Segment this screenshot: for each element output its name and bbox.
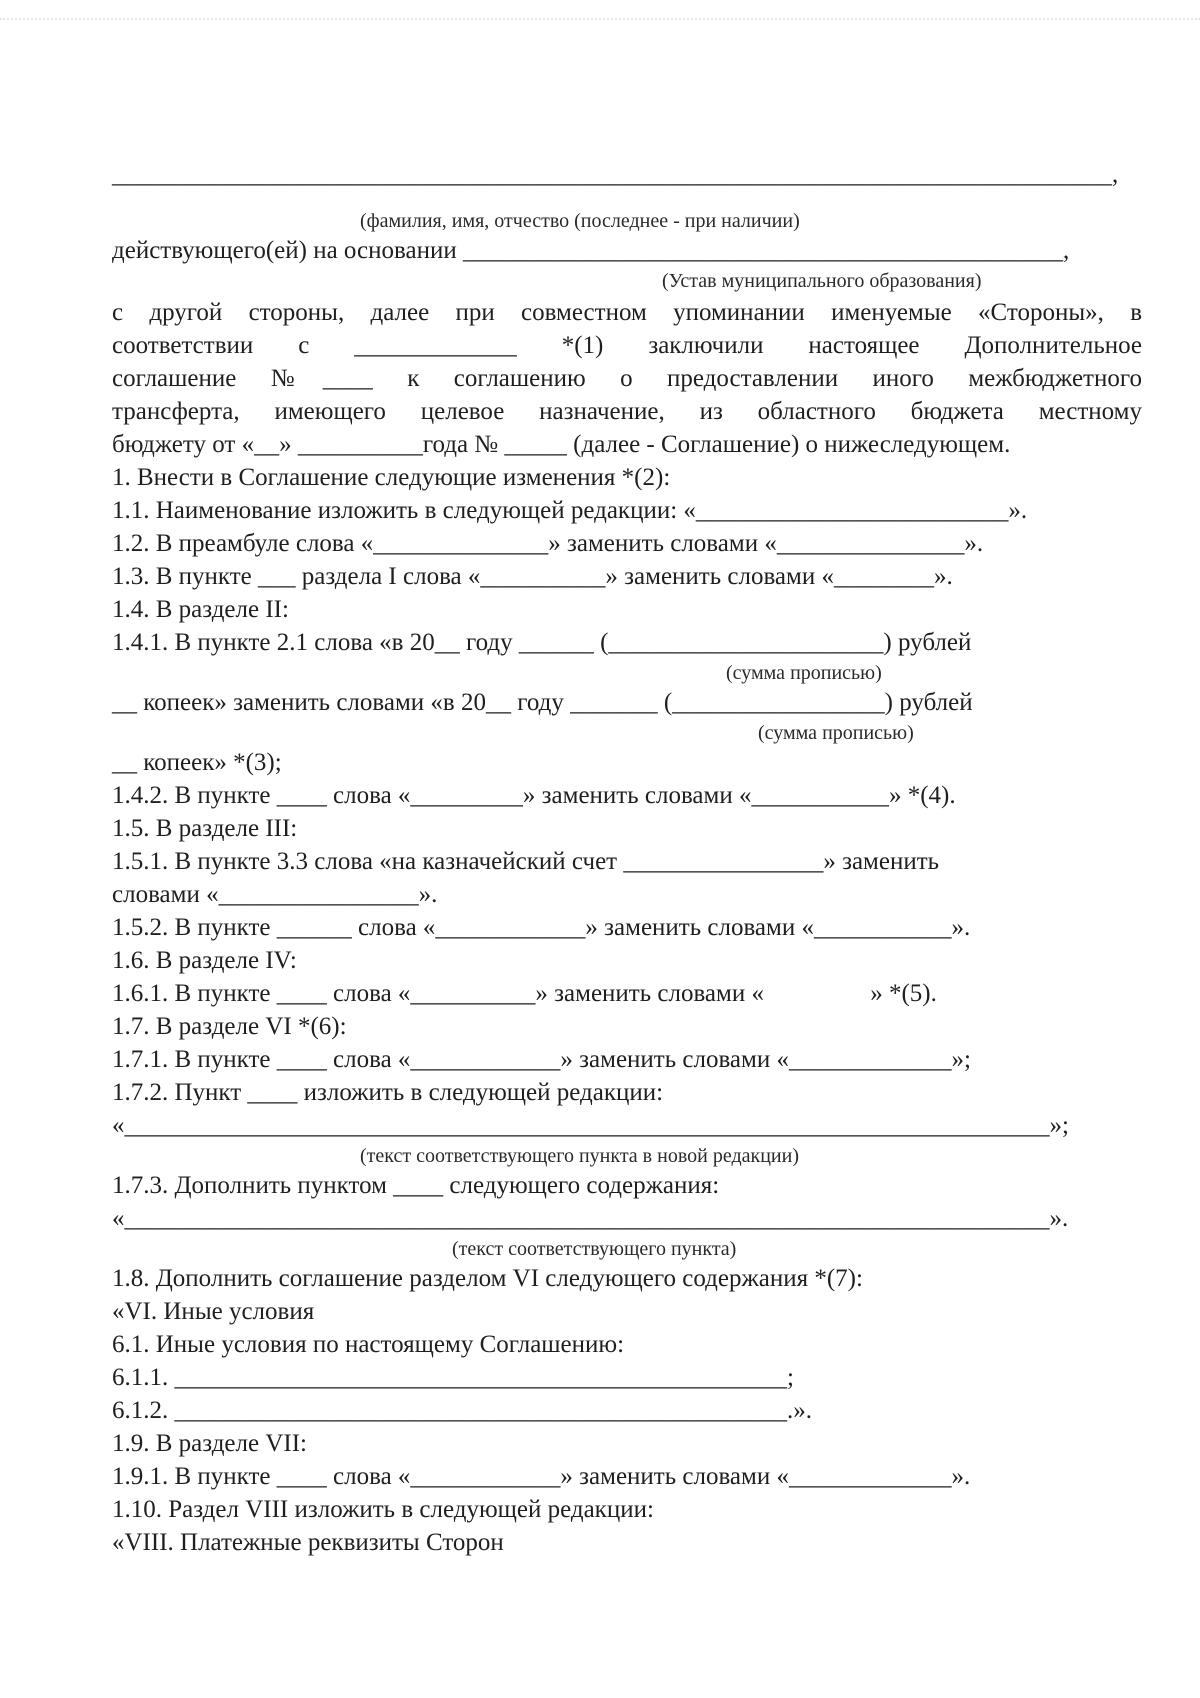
- basis-line: действующего(ей) на основании ________________________________________________,: [112, 237, 1070, 264]
- section-vi-heading: «VI. Иные условия: [112, 1298, 315, 1325]
- clause-1-5-1a: 1.5.1. В пункте 3.3 слова «на казначейский счет ________________» заменить: [112, 848, 940, 875]
- clause-6-1-1: 6.1.1. _________________________________________________;: [112, 1364, 794, 1391]
- clause-1-7-3: 1.7.3. Дополнить пунктом ____ следующего содержания:: [112, 1172, 720, 1199]
- clause-1: 1. Внести в Соглашение следующие изменения *(2):: [112, 464, 671, 491]
- clause-1-4: 1.4. В разделе II:: [112, 596, 289, 623]
- preamble-line-3: соглашение №____ к соглашению о предоставлении иного межбюджетного: [112, 365, 1142, 392]
- preamble-line-4: трансферта, имеющего целевое назначение, из областного бюджета местному: [112, 398, 1142, 425]
- clause-1-5-2: 1.5.2. В пункте ______ слова «____________» заменить словами «___________».: [112, 914, 971, 941]
- clause-1-9-1: 1.9.1. В пункте ____ слова «____________» заменить словами «_____________».: [112, 1463, 971, 1490]
- clause-1-4-1b: __ копеек» заменить словами «в 20__ году _______ (_________________) рублей: [112, 689, 973, 716]
- clause-1-5-1b: словами «________________».: [112, 881, 438, 908]
- clause-1-7-2: 1.7.2. Пункт ____ изложить в следующей редакции:: [112, 1079, 664, 1106]
- clause-1-6-1: 1.6.1. В пункте ____ слова «__________» заменить словами « » *(5).: [112, 980, 937, 1007]
- clause-6-1-2: 6.1.2. _________________________________________________.».: [112, 1397, 812, 1424]
- clause-1-5: 1.5. В разделе III:: [112, 815, 298, 842]
- clause-1-2: 1.2. В преамбуле слова «______________» заменить словами «_______________».: [112, 530, 984, 557]
- scan-artifact-line: [0, 18, 1200, 20]
- added-text-caption: (текст соответствующего пункта): [452, 1238, 737, 1260]
- new-text-caption: (текст соответствующего пункта в новой редакции): [360, 1145, 799, 1167]
- basis-caption: (Устав муниципального образования): [662, 270, 982, 292]
- clause-1-7-1: 1.7.1. В пункте ____ слова «____________» заменить словами «_____________»;: [112, 1046, 971, 1073]
- signatory-name-line: ________________________________________________________________________________,: [112, 161, 1119, 188]
- clause-1-7: 1.7. В разделе VI *(6):: [112, 1013, 347, 1040]
- clause-1-3: 1.3. В пункте ___ раздела I слова «__________» заменить словами «________».: [112, 563, 953, 590]
- preamble-line-5: бюджету от «__» __________года № _____ (далее - Соглашение) о нижеследующем.: [112, 431, 1011, 458]
- clause-1-9: 1.9. В разделе VII:: [112, 1430, 307, 1457]
- clause-1-6: 1.6. В разделе IV:: [112, 947, 297, 974]
- clause-1-4-1c: __ копеек» *(3);: [112, 749, 282, 776]
- clause-6-1: 6.1. Иные условия по настоящему Соглашению:: [112, 1331, 625, 1358]
- section-viii-heading: «VIII. Платежные реквизиты Сторон: [112, 1529, 504, 1556]
- preamble-line-1: с другой стороны, далее при совместном упоминании именуемые «Стороны», в: [112, 299, 1142, 326]
- sum-in-words-caption-2: (сумма прописью): [758, 722, 914, 744]
- signatory-name-caption: (фамилия, имя, отчество (последнее - при наличии): [360, 210, 800, 232]
- clause-1-4-1a: 1.4.1. В пункте 2.1 слова «в 20__ году ______ (______________________) рублей: [112, 629, 972, 656]
- clause-1-1: 1.1. Наименование изложить в следующей редакции: «_________________________».: [112, 497, 1028, 524]
- preamble-line-2: соответствии с _____________ *(1) заключили настоящее Дополнительное: [112, 332, 1142, 359]
- clause-1-4-2: 1.4.2. В пункте ____ слова «_________» заменить словами «___________» *(4).: [112, 782, 956, 809]
- sum-in-words-caption-1: (сумма прописью): [726, 662, 882, 684]
- clause-1-10: 1.10. Раздел VIII изложить в следующей редакции:: [112, 1496, 654, 1523]
- new-text-line: «__________________________________________________________________________»;: [112, 1112, 1069, 1139]
- clause-1-8: 1.8. Дополнить соглашение разделом VI следующего содержания *(7):: [112, 1265, 863, 1292]
- added-text-line: «__________________________________________________________________________».: [112, 1205, 1069, 1232]
